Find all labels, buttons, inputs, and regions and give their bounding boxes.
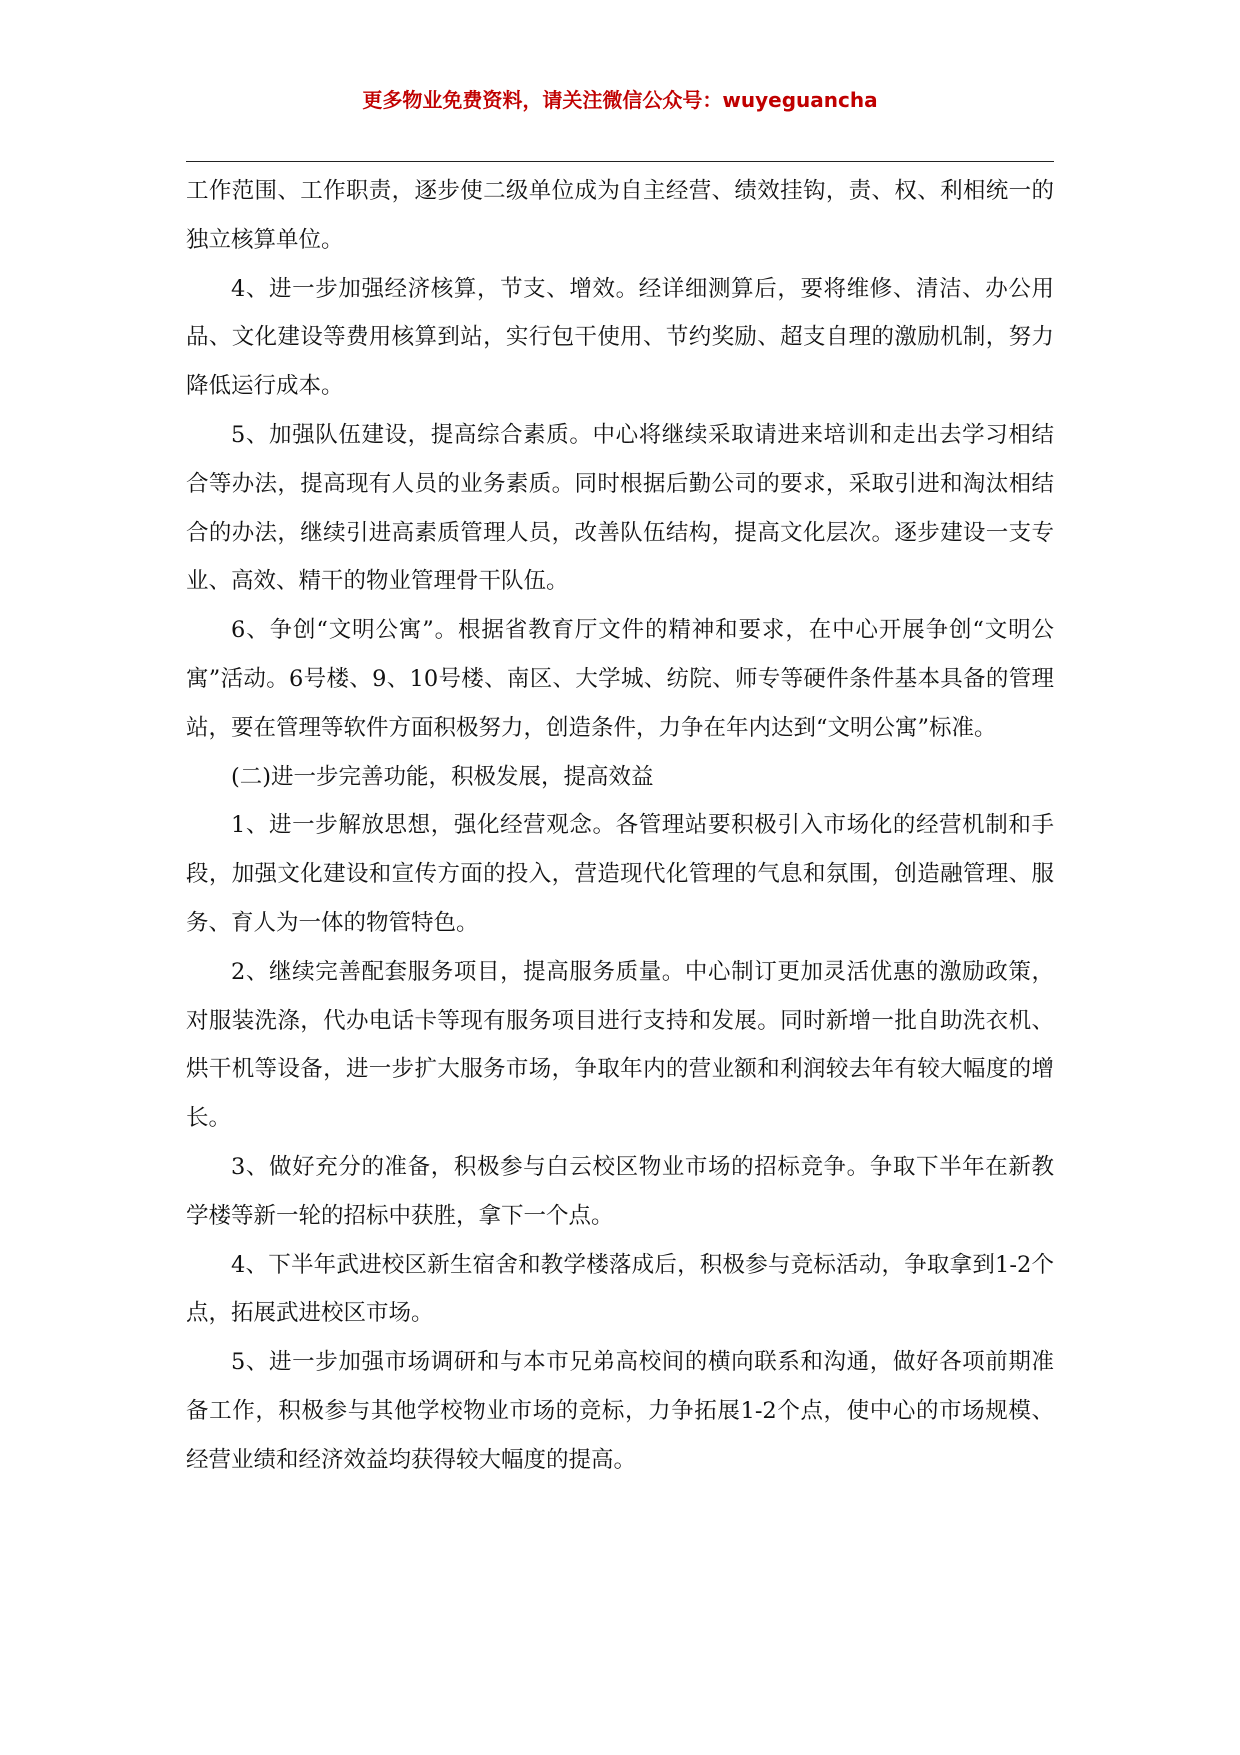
header-divider xyxy=(186,161,1054,162)
header-watermark-notice: 更多物业免费资料，请关注微信公众号：wuyeguancha xyxy=(362,88,878,112)
section-heading-2: (二)进一步完善功能，积极发展，提高效益 xyxy=(231,763,654,790)
document-body xyxy=(186,167,1054,1485)
paragraph-item-1-business-concept: 1、进一步解放思想，强化经营观念。各管理站要积极引入市场化的经营机制和手段，加强文化建设和宣传方面的投入，营造现代化管理的气息和氛围，创造融管理、服务、育人为一体的物管特色。 xyxy=(186,812,1054,936)
paragraph-item-5-team-building: 5、加强队伍建设，提高综合素质。中心将继续采取请进来培训和走出去学习相结合等办法，提高现有人员的业务素质。同时根据后勤公司的要求，采取引进和淘汰相结合的办法，继续引进高素质管理人员，改善队伍结构，提高文化层次。逐步建设一支专业、高效、精干的物业管理骨干队伍。 xyxy=(186,421,1054,595)
paragraph-continuation: 工作范围、工作职责，逐步使二级单位成为自主经营、绩效挂钩，责、权、利相统一的独立核算单位。 xyxy=(186,178,1054,253)
paragraph-item-4-wujin-campus: 4、下半年武进校区新生宿舍和教学楼落成后，积极参与竞标活动，争取拿到1-2个点，拓展武进校区市场。 xyxy=(186,1251,1054,1327)
paragraph-item-6-civilized-apartment: 6、争创“文明公寓”。根据省教育厅文件的精神和要求，在中心开展争创“文明公寓”活动。6号楼、9、10号楼、南区、大学城、纺院、师专等硬件条件基本具备的管理站，要在管理等软件方面积极努力，创造条件，力争在年内达到“文明公寓”标准。 xyxy=(186,617,1054,741)
paragraph-item-2-service-quality: 2、继续完善配套服务项目，提高服务质量。中心制订更加灵活优惠的激励政策，对服装洗涤，代办电话卡等现有服务项目进行支持和发展。同时新增一批自助洗衣机、烘干机等设备，进一步扩大服务市场，争取年内的营业额和利润较去年有较大幅度的增长。 xyxy=(186,958,1054,1132)
paragraph-item-5-market-research: 5、进一步加强市场调研和与本市兄弟高校间的横向联系和沟通，做好各项前期准备工作，积极参与其他学校物业市场的竞标，力争拓展1-2个点，使中心的市场规模、经营业绩和经济效益均获得较大幅度的提高。 xyxy=(186,1349,1054,1473)
paragraph-item-4-accounting: 4、进一步加强经济核算，节支、增效。经详细测算后，要将维修、清洁、办公用品、文化建设等费用核算到站，实行包干使用、节约奖励、超支自理的激励机制，努力降低运行成本。 xyxy=(186,275,1054,400)
paragraph-item-3-baiyun-bidding: 3、做好充分的准备，积极参与白云校区物业市场的招标竞争。争取下半年在新教学楼等新一轮的招标中获胜，拿下一个点。 xyxy=(186,1153,1054,1229)
